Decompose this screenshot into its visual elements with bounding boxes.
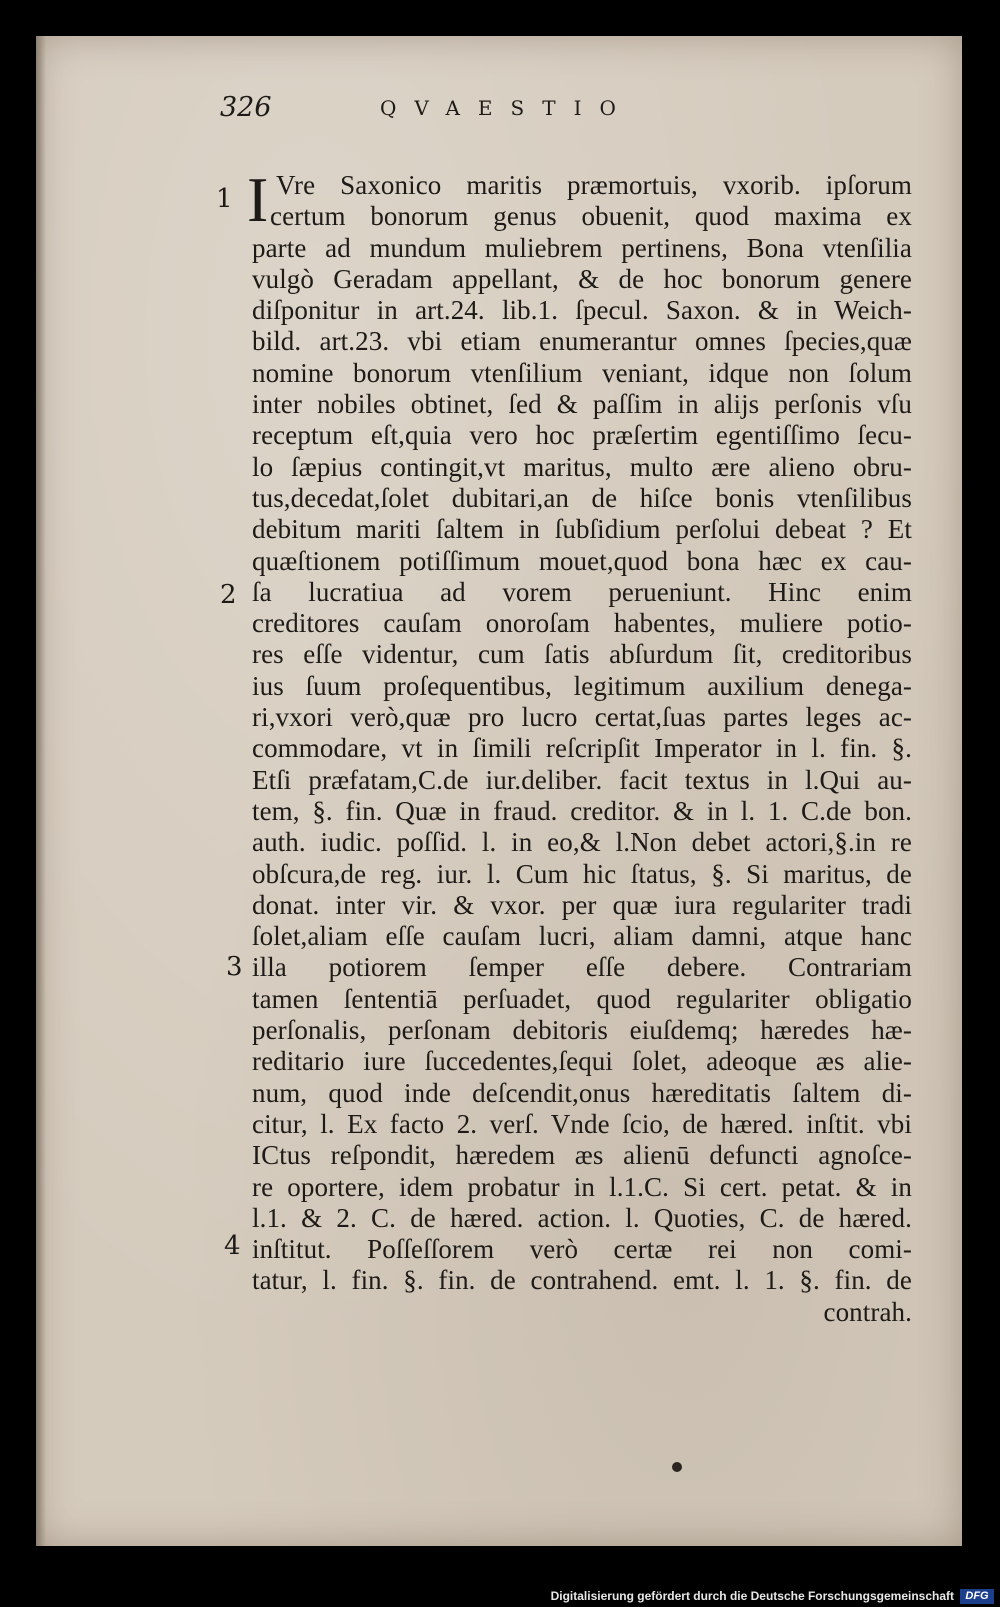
text-line: citur, l. Ex facto 2. verſ. Vnde ſcio, de hæred. inſtit. vbi [252, 1108, 912, 1139]
text-line: num, quod inde deſcendit,onus hæreditatis ſaltem di- [252, 1077, 912, 1108]
margin-number-2: 2 [220, 580, 237, 610]
margin-number-1: 1 [216, 184, 233, 214]
text-line: tatur, l. fin. §. fin. de contrahend. emt. l. 1. §. fin. de [252, 1265, 912, 1296]
text-line: certum bonorum genus obuenit, quod maxima ex [270, 201, 912, 232]
text-line: auth. iudic. poſſid. l. in eo,& l.Non debet actori,§.in re [252, 827, 912, 858]
text-line: debitum mariti ſaltem in ſubſidium perſolui debeat ? Et [252, 514, 912, 545]
text-line: re oportere, idem probatur in l.1.C. Si cert. petat. & in [252, 1171, 912, 1202]
text-line: Etſi præfatam,C.de iur.deliber. facit textus in l.Qui au- [252, 764, 912, 795]
text-line: inſtitut. Poſſeſſorem verò certæ rei non comi- [252, 1234, 912, 1265]
text-line: reditario iure ſuccedentes,ſequi ſolet, adeoque æs alie- [252, 1046, 912, 1077]
text-line: diſponitur in art.24. lib.1. ſpecul. Saxon. & in Weich- [252, 295, 912, 326]
text-line: obſcura,de reg. iur. l. Cum hic ſtatus, §. Si maritus, de [252, 858, 912, 889]
text-line: donat. inter vir. & vxor. per quæ iura regulariter tradi [252, 889, 912, 920]
text-line: bild. art.23. vbi etiam enumerantur omnes ſpecies,quæ [252, 326, 912, 357]
text-line: inter nobiles obtinet, ſed & paſſim in alijs perſonis vſu [252, 389, 912, 420]
body-text [252, 170, 912, 1328]
funding-credit: Digitalisierung gefördert durch die Deutsche Forschungsgemeinschaft [550, 1589, 954, 1603]
text-line: tamen ſententiā perſuadet, quod regulariter obligatio [252, 983, 912, 1014]
margin-number-4: 4 [224, 1231, 241, 1261]
text-line: tus,decedat,ſolet dubitari,an de hiſce bonis vtenſilibus [252, 482, 912, 513]
margin-number-3: 3 [226, 952, 243, 982]
text-line: lo ſæpius contingit,vt maritus, multo ære alieno obru- [252, 451, 912, 482]
catchword: contrah. [823, 1296, 912, 1327]
page-number: 326 [220, 92, 272, 123]
text-line: commodare, vt in ſimili reſcripſit Imperator in l. fin. §. [252, 733, 912, 764]
page-edge-shadow [36, 36, 46, 1546]
text-line: illa potiorem ſemper eſſe debere. Contrariam [252, 952, 912, 983]
text-line: tem, §. fin. Quæ in fraud. creditor. & in l. 1. C.de bon. [252, 795, 912, 826]
text-line: ſa lucratiua ad vorem perueniunt. Hinc enim [252, 576, 912, 607]
dfg-logo: DFG [960, 1589, 994, 1604]
page-header [220, 92, 780, 132]
text-line: ſolet,aliam eſſe cauſam lucri, aliam damni, atque hanc [252, 921, 912, 952]
text-line: res eſſe videntur, cum ſatis abſurdum ſit, creditoribus [252, 639, 912, 670]
running-head: QVAESTIO [380, 96, 634, 120]
text-line: ri,vxori verò,quæ pro lucro certat,ſuas partes leges ac- [252, 702, 912, 733]
text-line: creditores cauſam onoroſam habentes, muliere potio- [252, 608, 912, 639]
text-line: receptum eſt,quia vero hoc præſertim egentiſſimo ſecu- [252, 420, 912, 451]
text-line: quæſtionem potiſſimum mouet,quod bona hæc ex cau- [252, 545, 912, 576]
text-line: ius ſuum proſequentibus, legitimum auxilium denega- [252, 670, 912, 701]
text-line: nomine bonorum vtenſilium veniant, idque non ſolum [252, 357, 912, 388]
signature-mark-icon [672, 1462, 682, 1472]
digitization-footer [0, 1585, 1000, 1607]
text-line: perſonalis, perſonam debitoris eiuſdemq; hæredes hæ- [252, 1015, 912, 1046]
text-line: ICtus reſpondit, hæredem æs alienū defuncti agnoſce- [252, 1140, 912, 1171]
text-line: parte ad mundum muliebrem pertinens, Bona vtenſilia [252, 232, 912, 263]
drop-capital: I [247, 164, 269, 235]
text-line: vulgò Geradam appellant, & de hoc bonorum genere [252, 263, 912, 294]
text-line: Vre Saxonico maritis præmortuis, vxorib. ipſorum [276, 170, 912, 200]
text-line: l.1. & 2. C. de hæred. action. l. Quoties, C. de hæred. [252, 1202, 912, 1233]
